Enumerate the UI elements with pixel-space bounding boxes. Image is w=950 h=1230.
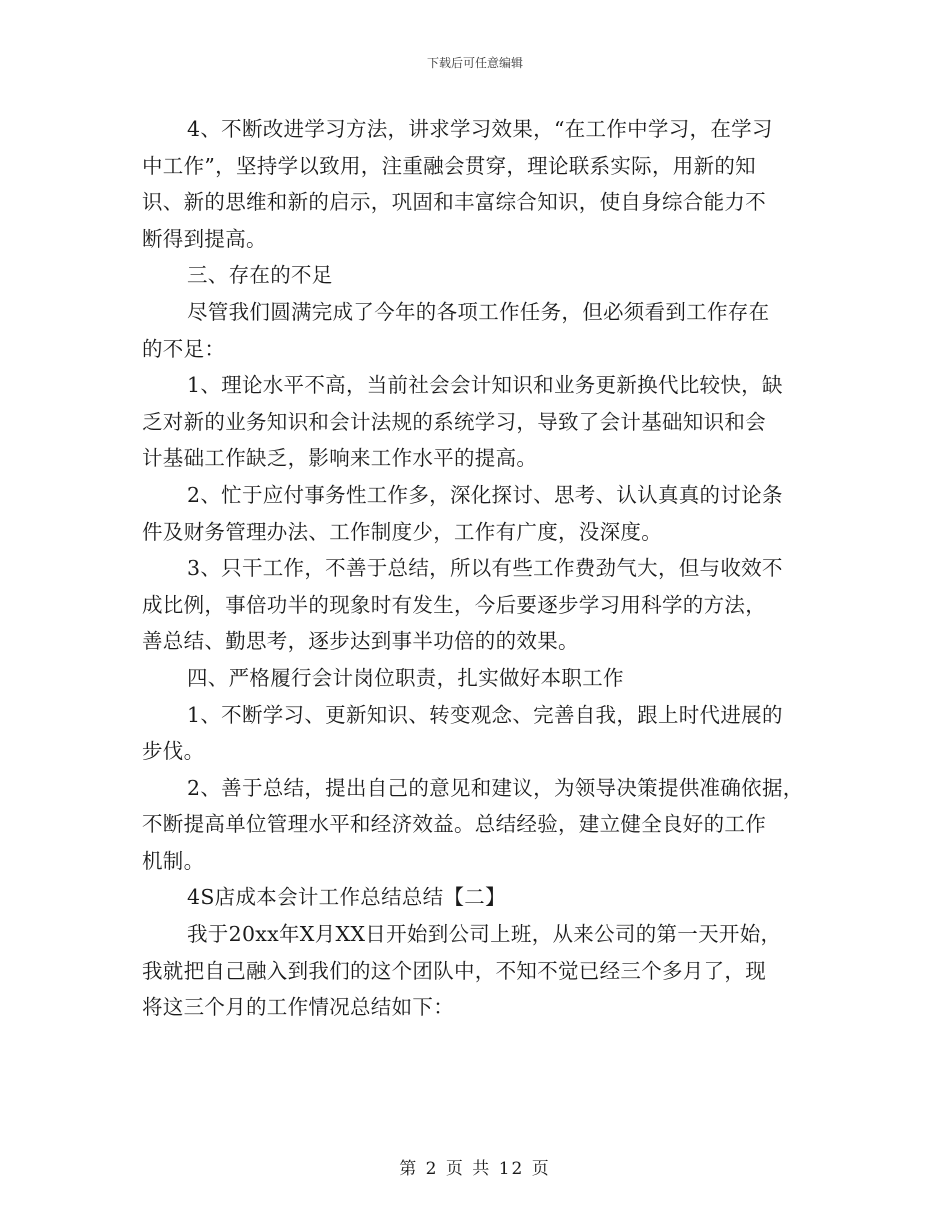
text-line: 步伐。 xyxy=(142,739,205,764)
page-header: 下载后可任意编辑 xyxy=(426,56,523,70)
section-heading: 三、存在的不足 xyxy=(187,263,333,288)
text-line: 1、理论水平不高，当前社会会计知识和业务更新换代比较快，缺 xyxy=(187,373,783,398)
text-line: 善总结、勤思考，逐步达到事半功倍的的效果。 xyxy=(142,629,579,654)
text-line: 识、新的思维和新的启示，巩固和丰富综合知识，使自身综合能力不 xyxy=(142,190,766,215)
text-line: 成比例，事倍功半的现象时有发生，今后要逐步学习用科学的方法， xyxy=(142,592,766,617)
document-body xyxy=(142,111,810,1026)
section-heading: 4S店成本会计工作总结总结【二】 xyxy=(187,885,506,910)
text-line: 我就把自己融入到我们的这个团队中，不知不觉已经三个多月了，现 xyxy=(142,958,766,983)
text-line: 计基础工作缺乏，影响来工作水平的提高。 xyxy=(142,446,538,471)
text-line: 3、只干工作，不善于总结，所以有些工作费劲气大，但与收效不 xyxy=(187,556,783,581)
text-line: 件及财务管理办法、工作制度少，工作有广度，没深度。 xyxy=(142,519,662,544)
text-line: 机制。 xyxy=(142,848,205,873)
text-line: 中工作”，坚持学以致用，注重融会贯穿，理论联系实际，用新的知 xyxy=(142,153,756,178)
page-footer: 第 2 页 共 12 页 xyxy=(399,1159,551,1179)
text-line: 1、不断学习、更新知识、转变观念、完善自我，跟上时代进展的 xyxy=(187,702,783,727)
text-line: 将这三个月的工作情况总结如下： xyxy=(142,995,454,1020)
text-line: 的不足： xyxy=(142,336,226,361)
section-heading: 四、严格履行会计岗位职责，扎实做好本职工作 xyxy=(187,665,624,690)
text-line: 2、忙于应付事务性工作多，深化探讨、思考、认认真真的讨论条 xyxy=(187,482,783,507)
text-line: 我于20xx年X月XX日开始到公司上班，从来公司的第一天开始， xyxy=(187,922,782,947)
text-line: 断得到提高。 xyxy=(142,226,267,251)
text-line: 4、不断改进学习方法，讲求学习效果，“在工作中学习，在学习 xyxy=(187,117,773,141)
text-line: 2、善于总结，提出自己的意见和建议，为领导决策提供准确依据， xyxy=(187,775,804,800)
text-line: 乏对新的业务知识和会计法规的系统学习，导致了会计基础知识和会 xyxy=(142,409,766,434)
text-line: 尽管我们圆满完成了今年的各项工作任务，但必须看到工作存在 xyxy=(187,299,770,324)
text-line: 不断提高单位管理水平和经济效益。总结经验，建立健全良好的工作 xyxy=(142,812,766,837)
